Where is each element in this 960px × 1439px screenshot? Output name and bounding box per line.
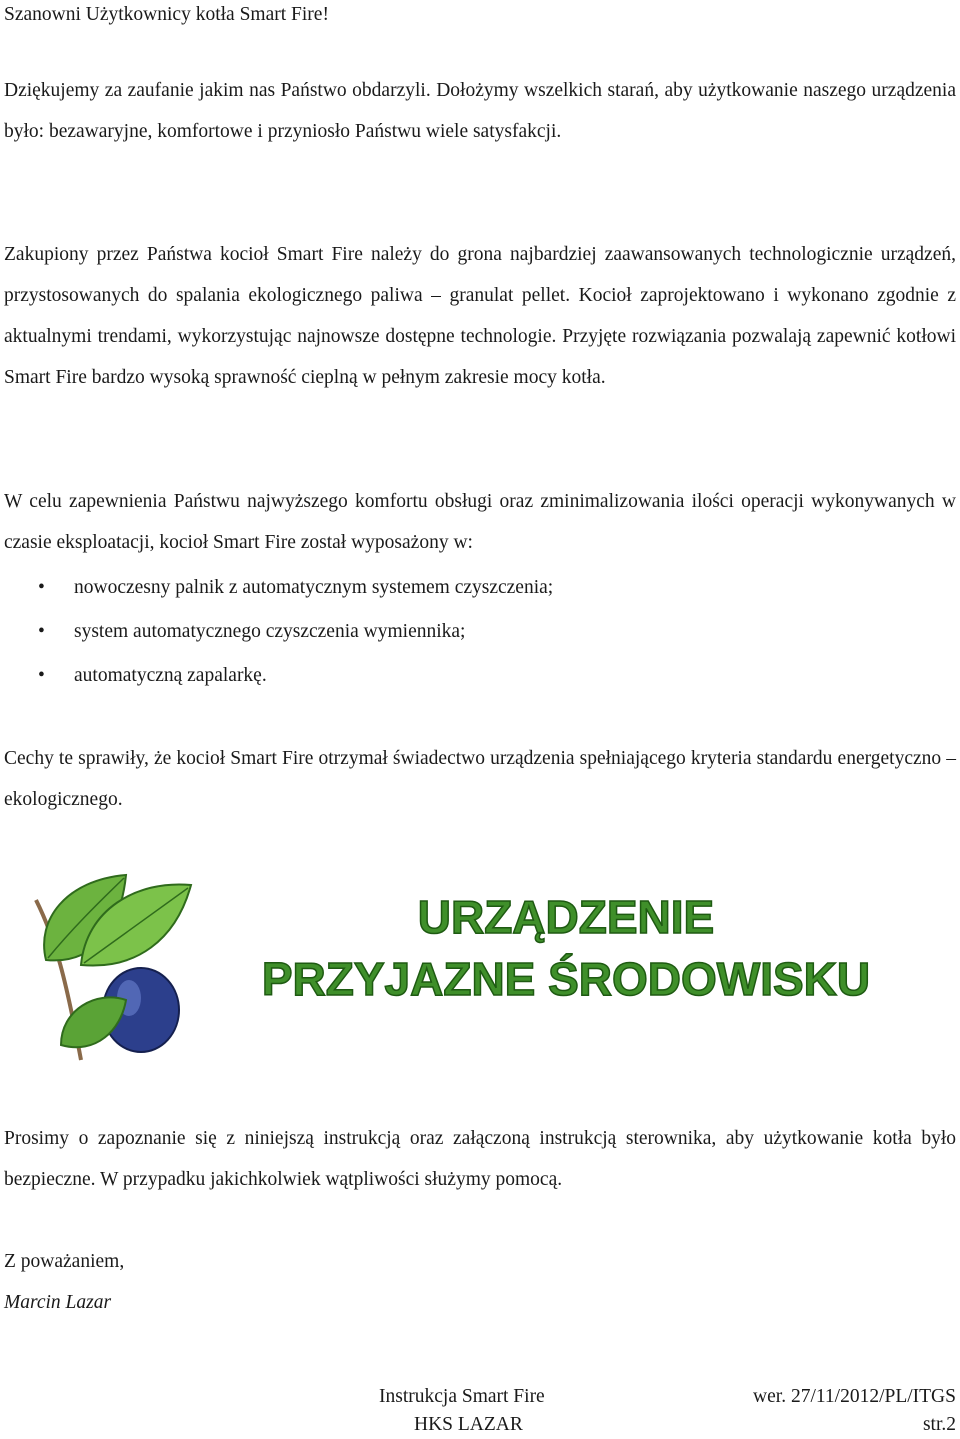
paragraph-boiler-description: Zakupiony przez Państwa kocioł Smart Fire należy do grona najbardziej zaawansowanych technologicznie urządzeń, przystosowanych do spalania ekologicznego paliwa – granulat pellet. Kocioł zaprojektowano i wykonano zgodnie z aktualnymi trendami, wykorzystując najnowsze dostępne technologie. Przyjęte rozwiązania pozwalają zapewnić kotłowi Smart Fire bardzo wysoką sprawność cieplną w pełnym zakresie mocy kotła. <box>4 244 956 388</box>
paragraph-instructions: Prosimy o zapoznanie się z niniejszą instrukcją oraz załączoną instrukcją sterownika, aby użytkowanie kotła było bezpieczne. W przypadku jakichkolwiek wątpliwości służymy pomocą. <box>4 1128 956 1190</box>
footer-company: HKS LAZAR <box>414 1414 523 1435</box>
list-item <box>4 610 956 654</box>
paragraph-thanks: Dziękujemy za zaufanie jakim nas Państwo obdarzyli. Dołożymy wszelkich starań, aby użytkowanie naszego urządzenia było: bezawaryjne, komfortowe i przyniosło Państwu wiele satysfakcji. <box>4 80 956 142</box>
bullet-icon: • <box>38 665 45 686</box>
paragraph-certificate: Cechy te sprawiły, że kocioł Smart Fire otrzymał świadectwo urządzenia spełniającego kryteria standardu energetyczno – ekologicznego. <box>4 748 956 810</box>
logo-title-line1: URZĄDZENIE <box>417 891 715 943</box>
eco-certificate-logo <box>26 870 936 1065</box>
closing-regards: Z poważaniem, <box>4 1251 125 1272</box>
list-item-label: nowoczesny palnik z automatycznym systemem czyszczenia; <box>74 577 554 598</box>
bullet-icon: • <box>38 577 45 598</box>
footer-version: wer. 27/11/2012/PL/ITGS <box>753 1386 956 1407</box>
footer-page-number: str.2 <box>922 1414 956 1435</box>
list-item <box>4 654 956 698</box>
list-item <box>4 566 956 610</box>
logo-title-line2: PRZYJAZNE ŚRODOWISKU <box>261 953 871 1005</box>
paragraph-equipment-intro: W celu zapewnienia Państwu najwyższego komfortu obsługi oraz zminimalizowania ilości operacji wykonywanych w czasie eksploatacji, kocioł Smart Fire został wyposażony w: <box>4 491 956 553</box>
equipment-list <box>4 566 956 698</box>
list-item-label: system automatycznego czyszczenia wymiennika; <box>74 621 466 642</box>
signature: Marcin Lazar <box>4 1292 112 1313</box>
page-footer <box>4 1383 956 1439</box>
list-item-label: automatyczną zapalarkę. <box>74 665 267 686</box>
footer-title: Instrukcja Smart Fire <box>379 1386 545 1407</box>
greeting: Szanowni Użytkownicy kotła Smart Fire! <box>4 4 329 25</box>
bullet-icon: • <box>38 621 45 642</box>
